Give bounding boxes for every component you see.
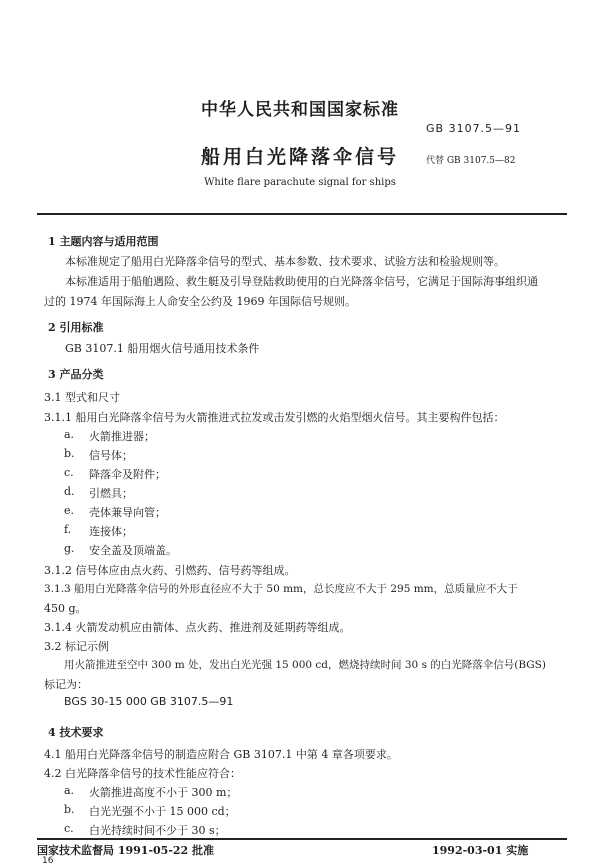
implementation-date: 1992-03-01 实施 (432, 844, 529, 857)
list-item-text: 火箭推进器； (89, 430, 155, 443)
marking-example-line-2: 标记为： (44, 678, 88, 691)
clause-3-1-4: 3.1.4 火箭发动机应由箭体、点火药、推进剂及延期药等组成。 (44, 621, 351, 634)
list-item-letter: a. (64, 428, 75, 441)
clause-3-1-3-line-1: 3.1.3 船用白光降落伞信号的外形直径应不大于 50 mm，总长度应不大于 295 mm，总质量应不大于 (44, 583, 518, 595)
list-item-text: 信号体； (89, 449, 133, 462)
list-item-text: 安全盖及顶端盖。 (89, 544, 177, 557)
clause-3-1-2: 3.1.2 信号体应由点火药、引燃药、信号药等组成。 (44, 564, 296, 577)
list-item-letter: c. (64, 466, 74, 479)
section-1-para-1: 本标准规定了船用白光降落伞信号的型式、基本参数、技术要求、试验方法和检验规则等。 (65, 255, 505, 268)
list-item-letter: b. (64, 803, 75, 816)
list-item-letter: a. (64, 784, 75, 797)
marking-example: BGS 30-15 000 GB 3107.5—91 (64, 695, 234, 708)
list-item-text: 白光持续时间不少于 30 s； (89, 824, 226, 837)
clause-3-1-1: 3.1.1 船用白光降落伞信号为火箭推进式拉发或击发引燃的火焰型烟火信号。其主要构件包括： (44, 411, 505, 424)
list-item-letter: f. (64, 523, 72, 536)
standard-code: GB 3107.5—91 (426, 122, 522, 135)
header-divider (37, 213, 567, 215)
list-item-text: 引燃具； (89, 487, 133, 500)
list-item-letter: e. (64, 504, 75, 517)
clause-3-1-3-line-2: 450 g。 (44, 602, 87, 615)
standard-title: 中华人民共和国国家标准 (201, 100, 399, 120)
list-item-text: 白光光强不小于 15 000 cd； (89, 805, 236, 818)
list-item-letter: c. (64, 822, 74, 835)
list-item-text: 火箭推进高度不小于 300 m； (89, 786, 238, 799)
list-item-letter: b. (64, 447, 75, 460)
section-1-para-2-line-2: 过的 1974 年国际海上人命安全公约及 1969 年国际信号规则。 (44, 295, 356, 308)
section-3-heading: 3 产品分类 (48, 368, 104, 381)
section-1-para-2-line-1: 本标准适用于船舶遇险、救生艇及引导登陆救助使用的白光降落伞信号，它满足于国际海事组织通 (65, 275, 538, 288)
list-item-text: 降落伞及附件； (89, 468, 166, 481)
english-title: White flare parachute signal for ships (204, 177, 396, 188)
section-1-heading: 1 主题内容与适用范围 (48, 235, 159, 248)
list-item-text: 壳体兼导向管； (89, 506, 166, 519)
clause-4-2: 4.2 白光降落伞信号的技术性能应符合： (44, 767, 241, 780)
document-title: 船用白光降落伞信号 (200, 146, 399, 168)
list-item-text: 连接体； (89, 525, 133, 538)
list-item-letter: d. (64, 485, 75, 498)
page-number: 16 (42, 856, 54, 866)
marking-example-line-1: 用火箭推进至空中 300 m 处，发出白光光强 15 000 cd，燃烧持续时间 30 s 的白光降落伞信号(BGS) (64, 659, 546, 671)
section-2-reference: GB 3107.1 船用烟火信号通用技术条件 (65, 342, 260, 355)
approval-date: 国家技术监督局 1991-05-22 批准 (37, 844, 215, 857)
replaces-note: 代替 GB 3107.5—82 (426, 156, 516, 166)
section-4-heading: 4 技术要求 (48, 726, 104, 739)
clause-4-1: 4.1 船用白光降落伞信号的制造应附合 GB 3107.1 中第 4 章各项要求。 (44, 748, 398, 761)
clause-3-1: 3.1 型式和尺寸 (44, 391, 120, 404)
list-item-letter: g. (64, 542, 75, 555)
footer-divider (37, 838, 567, 840)
section-2-heading: 2 引用标准 (48, 321, 104, 334)
clause-3-2: 3.2 标记示例 (44, 640, 109, 653)
